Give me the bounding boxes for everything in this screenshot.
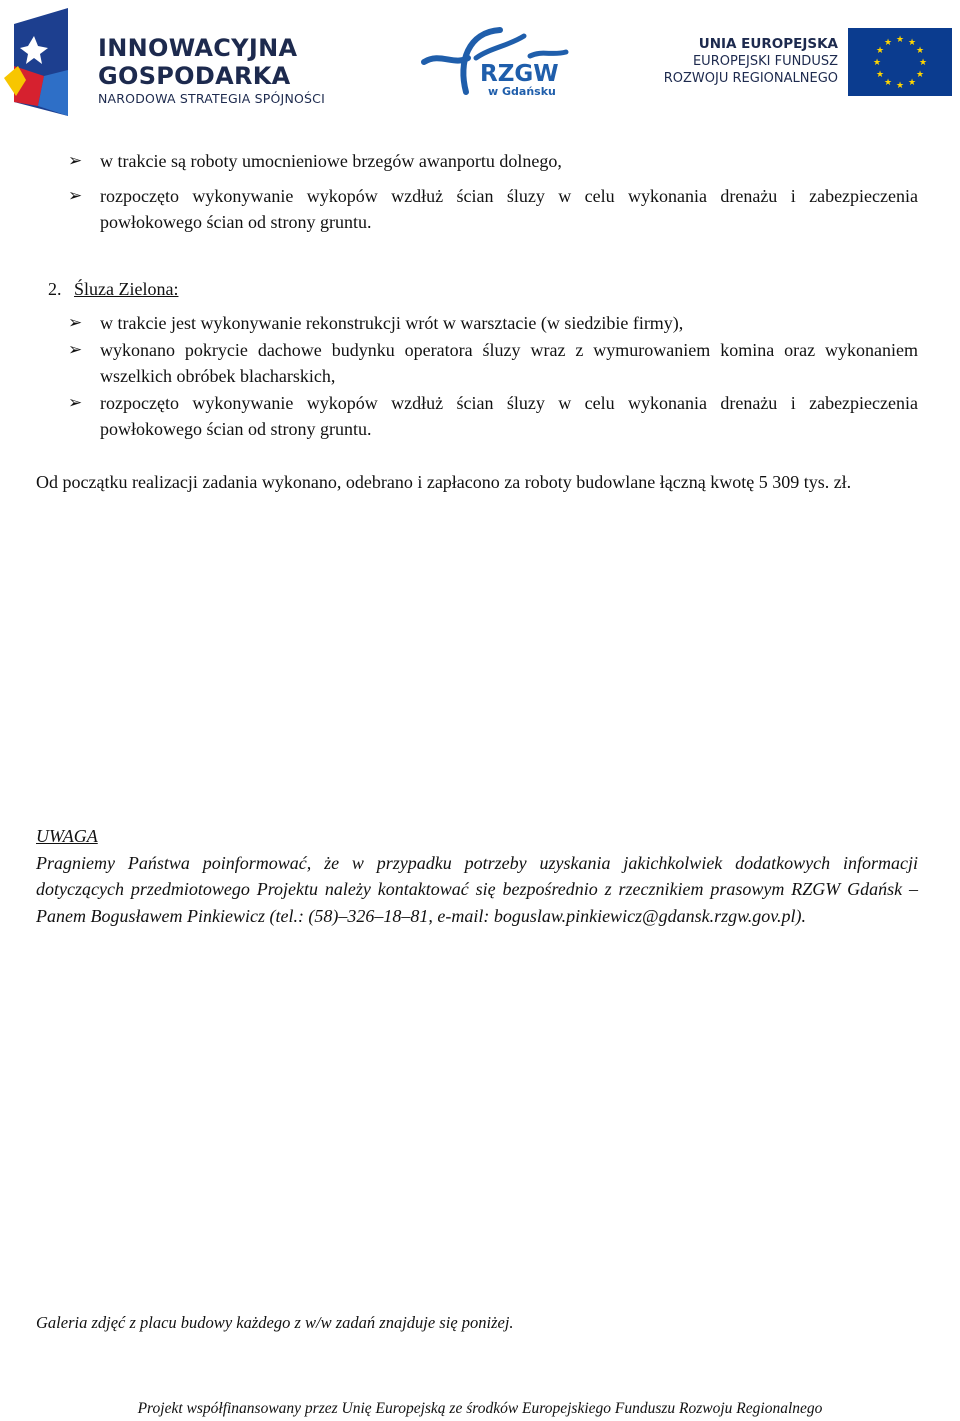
svg-text:★: ★ — [907, 38, 917, 48]
rzgw-logo-sub: w Gdańsku — [488, 85, 556, 98]
section1-bullet-list — [36, 148, 918, 236]
list-item-text: rozpoczęto wykonywanie wykopów wzdłuż ścian śluzy w celu wykonania drenażu i zabezpieczenia powłokowego ścian od strony gruntu. — [100, 392, 918, 439]
page-header — [0, 0, 960, 120]
section2-number: 2. — [48, 278, 62, 299]
ig-logo-line1: INNOWACYJNA — [98, 34, 298, 62]
svg-text:★: ★ — [915, 70, 925, 80]
list-item — [36, 390, 918, 443]
rzgw-logo-name: RZGW — [480, 61, 559, 87]
ig-emblem-icon — [4, 6, 76, 118]
list-item-text: w trakcie są roboty umocnieniowe brzegów awanportu dolnego, — [100, 151, 562, 171]
list-item-text: w trakcie jest wykonywanie rekonstrukcji wrót w warsztacie (w siedzibie firmy), — [100, 313, 684, 333]
bullet-arrow-icon: ➢ — [68, 185, 83, 206]
svg-text:★: ★ — [883, 38, 893, 48]
section2-title: Śluza Zielona: — [74, 278, 179, 299]
svg-text:★: ★ — [875, 70, 885, 80]
eu-logo-line1: UNIA EUROPEJSKA — [698, 36, 838, 52]
innowacyjna-gospodarka-logo — [4, 6, 344, 118]
ig-logo-line2: GOSPODARKA — [98, 62, 291, 90]
document-body — [36, 148, 918, 513]
section2-heading — [36, 276, 918, 303]
ig-logo-line3: NARODOWA STRATEGIA SPÓJNOŚCI — [98, 91, 325, 106]
svg-text:★: ★ — [907, 78, 917, 88]
list-item-text: wykonano pokrycie dachowe budynku operatora śluzy wraz z wymurowaniem komina oraz wykonaniem wszelkich obróbek blacharskich, — [100, 339, 918, 386]
gallery-note: Galeria zdjęć z placu budowy każdego z w/w zadań znajduje się poniżej. — [36, 1313, 514, 1332]
rzgw-logo — [420, 22, 570, 102]
list-item — [36, 183, 918, 236]
svg-text:★: ★ — [915, 46, 925, 56]
eu-logo-line3: ROZWOJU REGIONALNEGO — [663, 71, 838, 86]
list-item — [36, 148, 918, 175]
eu-fund-logo — [660, 28, 956, 100]
list-item-text: rozpoczęto wykonywanie wykopów wzdłuż ścian śluzy w celu wykonania drenażu i zabezpieczenia powłokowego ścian od strony gruntu. — [100, 185, 918, 232]
svg-text:★: ★ — [895, 35, 905, 45]
eu-logo-line2: EUROPEJSKI FUNDUSZ — [692, 54, 838, 69]
svg-text:★: ★ — [875, 46, 885, 56]
list-item — [36, 310, 918, 337]
notice-title: UWAGA — [36, 826, 98, 846]
bullet-arrow-icon: ➢ — [68, 151, 83, 171]
svg-text:★: ★ — [895, 81, 905, 91]
svg-text:★: ★ — [883, 78, 893, 88]
page-footer: Projekt współfinansowany przez Unię Europejską ze środków Europejskiego Funduszu Rozwoju Regionalnego — [137, 1400, 823, 1417]
bullet-arrow-icon: ➢ — [68, 313, 83, 333]
svg-text:★: ★ — [918, 58, 928, 68]
svg-text:★: ★ — [872, 58, 882, 68]
bullet-arrow-icon: ➢ — [68, 339, 83, 360]
ig-logo-text — [98, 34, 325, 107]
list-item — [36, 337, 918, 390]
section2-bullet-list — [36, 310, 918, 443]
eu-flag-icon — [848, 28, 952, 96]
notice-text: Pragniemy Państwa poinformować, że w przypadku potrzeby uzyskania jakichkolwiek dodatkowych informacji dotyczących przedmiotowego Projektu należy kontaktować się bezpośrednio z rzecznikiem prasowym RZGW Gdańsk – Panem Bogusławem Pinkiewicz (tel.: (58)–326–18–81, e-mail: boguslaw.pinkiewicz@gdansk.rzgw.gov.pl). — [36, 852, 918, 926]
summary-paragraph: Od początku realizacji zadania wykonano, odebrano i zapłacono za roboty budowlane łączną kwotę 5 309 tys. zł. — [36, 471, 852, 492]
eu-logo-text — [664, 36, 838, 87]
bullet-arrow-icon: ➢ — [68, 392, 83, 413]
notice-section — [36, 823, 918, 929]
